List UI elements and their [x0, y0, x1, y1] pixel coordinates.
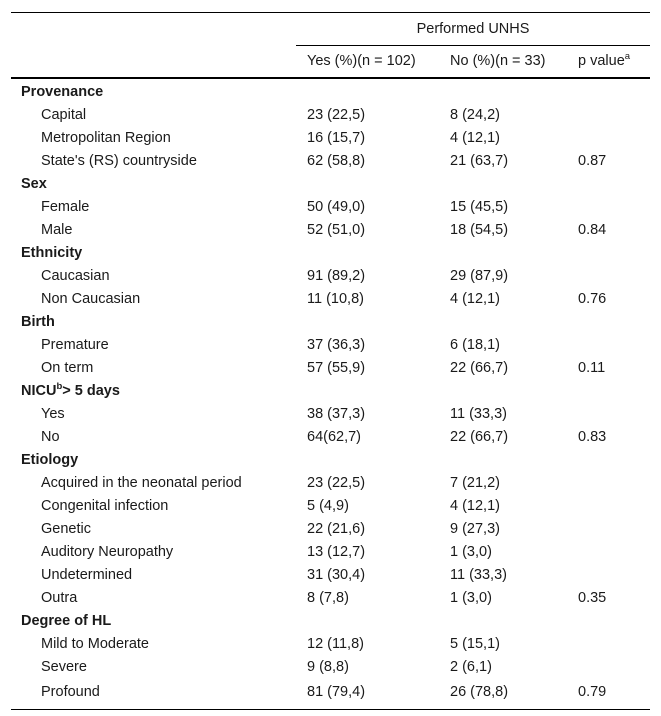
cell-yes: 81 (79,4) [296, 679, 439, 710]
cell-yes: 11 (10,8) [307, 291, 364, 307]
group-header-performed-unhs: Performed UNHS [296, 13, 650, 46]
cell-p-value [567, 495, 650, 518]
group-header-row [11, 13, 650, 46]
cell-p-value [567, 564, 650, 587]
row-label: No [41, 429, 60, 445]
empty-label-header [11, 46, 296, 79]
section-title-suffix: > 5 days [62, 383, 120, 399]
cell-p-value [567, 656, 650, 679]
section-header-row [11, 610, 650, 633]
row-label: Caucasian [41, 268, 110, 284]
table-row [11, 495, 650, 518]
row-label: Profound [11, 679, 296, 710]
section-title [11, 173, 650, 196]
section-title [11, 242, 650, 265]
row-label: Mild to Moderate [41, 636, 149, 652]
table-row [11, 564, 650, 587]
cell-p-value: 0.84 [578, 222, 607, 238]
table-row [11, 357, 650, 380]
table-row [11, 196, 650, 219]
section-title [11, 610, 650, 633]
cell-p-value: 0.11 [578, 360, 606, 376]
section-header-row [11, 449, 650, 472]
cell-no: 4 (12,1) [450, 291, 500, 307]
row-label: Severe [41, 659, 87, 675]
table-body [11, 78, 650, 710]
p-value-footnote-marker: a [624, 51, 631, 63]
table-row [11, 426, 650, 449]
cell-p-value [567, 196, 650, 219]
section-title-footnote-marker: b [56, 381, 63, 393]
cell-no: 11 (33,3) [450, 567, 507, 583]
cell-p-value [567, 127, 650, 150]
cell-yes: 57 (55,9) [307, 360, 366, 376]
column-header-row [11, 46, 650, 79]
cell-no: 29 (87,9) [450, 268, 509, 284]
data-table [11, 12, 650, 710]
row-label: Outra [41, 590, 78, 606]
cell-yes: 13 (12,7) [307, 544, 366, 560]
row-label: Premature [41, 337, 109, 353]
cell-no: 8 (24,2) [450, 107, 500, 123]
table-row [11, 219, 650, 242]
cell-p-value: 0.35 [578, 590, 607, 606]
cell-yes: 12 (11,8) [307, 636, 364, 652]
cell-p-value [567, 403, 650, 426]
column-header-no: No (%)(n = 33) [439, 46, 567, 79]
cell-no: 21 (63,7) [450, 153, 509, 169]
row-label: Male [41, 222, 73, 238]
cell-no: 1 (3,0) [450, 544, 492, 560]
table-row [11, 288, 650, 311]
cell-p-value [567, 334, 650, 357]
section-title [11, 311, 650, 334]
row-label: Acquired in the neonatal period [41, 475, 242, 491]
section-title-text: Provenance [21, 84, 104, 100]
cell-yes: 64(62,7) [307, 429, 362, 445]
table-row [11, 633, 650, 656]
section-title [11, 380, 650, 403]
table-row [11, 334, 650, 357]
row-label: State's (RS) countryside [41, 153, 197, 169]
row-label: Yes [41, 406, 65, 422]
cell-yes: 91 (89,2) [307, 268, 366, 284]
column-header-p-value [567, 46, 650, 79]
cell-no: 2 (6,1) [450, 659, 492, 675]
row-label: Non Caucasian [41, 291, 141, 307]
table-row [11, 518, 650, 541]
section-header-row [11, 78, 650, 104]
cell-no: 1 (3,0) [450, 590, 492, 606]
cell-no: 18 (54,5) [450, 222, 509, 238]
cell-no: 6 (18,1) [450, 337, 500, 353]
table-row [11, 150, 650, 173]
section-title-text: Birth [21, 314, 55, 330]
cell-p-value: 0.83 [578, 429, 607, 445]
row-label: Congenital infection [41, 498, 169, 514]
cell-yes: 52 (51,0) [307, 222, 366, 238]
cell-no: 9 (27,3) [450, 521, 500, 537]
cell-no: 4 (12,1) [450, 130, 500, 146]
table-row [11, 656, 650, 679]
row-label: On term [41, 360, 94, 376]
table-row [11, 587, 650, 610]
cell-p-value: 0.76 [578, 291, 607, 307]
table-row [11, 265, 650, 288]
table-row [11, 127, 650, 150]
section-title [11, 78, 650, 104]
cell-no: 5 (15,1) [450, 636, 500, 652]
table-row [11, 472, 650, 495]
column-header-yes: Yes (%)(n = 102) [296, 46, 439, 79]
cell-yes: 37 (36,3) [307, 337, 366, 353]
section-title-text: Sex [21, 176, 47, 192]
row-label: Metropolitan Region [41, 130, 171, 146]
row-label: Capital [41, 107, 87, 123]
cell-no: 7 (21,2) [450, 475, 500, 491]
cell-yes: 23 (22,5) [307, 475, 366, 491]
section-header-row [11, 173, 650, 196]
cell-p-value [567, 541, 650, 564]
cell-p-value [567, 472, 650, 495]
row-label: Undetermined [41, 567, 133, 583]
cell-yes: 8 (7,8) [307, 590, 349, 606]
cell-no: 26 (78,8) [439, 679, 567, 710]
cell-yes: 22 (21,6) [307, 521, 366, 537]
section-title-text: NICU [21, 383, 57, 399]
row-label: Female [41, 199, 90, 215]
table-row [11, 541, 650, 564]
cell-no: 11 (33,3) [450, 406, 507, 422]
cell-no: 22 (66,7) [450, 360, 509, 376]
row-label: Genetic [41, 521, 91, 537]
cell-yes: 5 (4,9) [307, 498, 349, 514]
section-title-text: Degree of HL [21, 613, 112, 629]
section-header-row [11, 242, 650, 265]
p-value-label: p value [578, 53, 625, 69]
cell-p-value [567, 518, 650, 541]
section-title [11, 449, 650, 472]
cell-p-value: 0.79 [567, 679, 650, 710]
cell-p-value [567, 104, 650, 127]
cell-yes: 16 (15,7) [307, 130, 366, 146]
cell-yes: 31 (30,4) [307, 567, 366, 583]
table-row [11, 104, 650, 127]
table-row [11, 403, 650, 426]
section-header-row [11, 311, 650, 334]
cell-p-value: 0.87 [578, 153, 607, 169]
cell-yes: 23 (22,5) [307, 107, 366, 123]
data-table-container [11, 12, 650, 710]
table-row [11, 679, 650, 710]
empty-corner-cell [11, 13, 296, 46]
cell-no: 4 (12,1) [450, 498, 500, 514]
section-header-row [11, 380, 650, 403]
cell-p-value [567, 633, 650, 656]
cell-yes: 62 (58,8) [307, 153, 366, 169]
cell-no: 15 (45,5) [450, 199, 509, 215]
row-label: Auditory Neuropathy [41, 544, 174, 560]
cell-yes: 38 (37,3) [307, 406, 366, 422]
cell-yes: 50 (49,0) [307, 199, 366, 215]
section-title-text: Etiology [21, 452, 79, 468]
cell-no: 22 (66,7) [450, 429, 509, 445]
section-title-text: Ethnicity [21, 245, 83, 261]
cell-p-value [567, 265, 650, 288]
cell-yes: 9 (8,8) [307, 659, 349, 675]
